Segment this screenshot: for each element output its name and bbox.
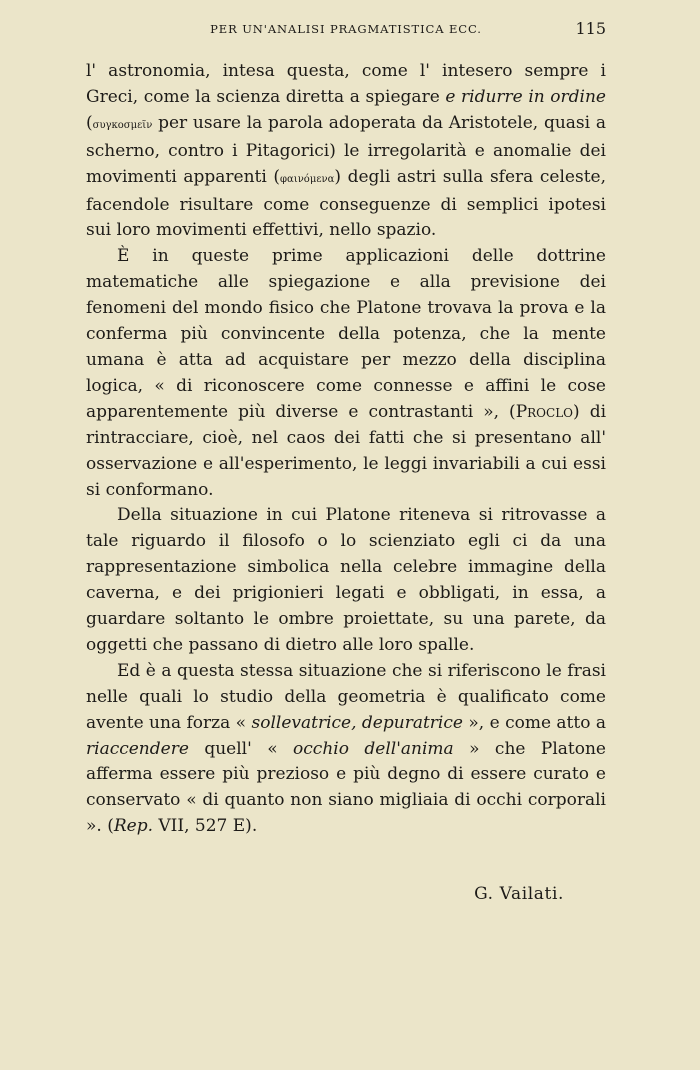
italic-phrase: occhio dell'anima (293, 738, 454, 759)
author-signature: G. Vailati. (474, 884, 564, 904)
running-header (86, 19, 606, 46)
text-segment: », e come atto a (462, 712, 607, 733)
greek-word: συγκοσμεῖν (92, 119, 153, 131)
paragraph-geometry (86, 659, 606, 840)
text-segment: È in queste prime applicazioni delle dottrine matematiche alle spiegazione e alla previsione dei fenomeni del mondo fisico che Platone trovava la prova e la conferma più convincente della potenza, che la mente umana è atta ad acquistare per mezzo della disciplina logica, « di riconoscere come connesse e affini le cose apparentemente più diverse e contrastanti », ( (86, 246, 606, 422)
italic-phrase: riaccendere (86, 738, 189, 759)
text-segment: per usare la parola adoperata da Aristotele, quasi a scherno, contro i Pitagorici) le irregolarità e anomalie dei movimenti apparenti ( (86, 112, 606, 187)
author-name: Proclo (515, 401, 574, 422)
paragraph-cave (86, 503, 606, 658)
text-segment: VII, 527 E). (153, 816, 258, 837)
paragraph-mathematics (86, 244, 606, 503)
page-number: 115 (575, 19, 606, 38)
text-segment: » che Platone afferma essere più prezioso e più degno di essere curato e conservato « di quanto non siano migliaia di occhi corporali ». ( (86, 738, 606, 837)
italic-phrase: e ridurre in ordine (445, 86, 606, 107)
text-segment: ( (86, 112, 93, 133)
text-segment: quell' « (188, 738, 294, 759)
running-title: PER UN'ANALISI PRAGMATISTICA ECC. (210, 22, 482, 36)
text-segment: ) degli astri sulla sfera celeste, facendole risultare come conseguenze di semplici ipotesi sui loro movimenti effettivi, nello spazio. (86, 166, 606, 241)
text-segment: Ed è a questa stessa situazione che si riferiscono le frasi nelle quali lo studio della geometria è qualificato come avente una forza « (86, 660, 606, 733)
italic-phrase: sollevatrice, depuratrice (251, 712, 463, 733)
text-segment: l' astronomia, intesa questa, come l' intesero sempre i Greci, come la scienza diretta a spiegare (86, 61, 606, 107)
text-segment: ) di rintracciare, cioè, nel caos dei fatti che si presentano all' osservazione e all'esperimento, le leggi invariabili a cui essi si conformano. (86, 401, 607, 500)
paragraph-astronomy (86, 59, 606, 244)
greek-word: φαινόμενα (280, 173, 335, 185)
body-text (86, 59, 606, 840)
text-segment: Della situazione in cui Platone riteneva si ritrovasse a tale riguardo il filosofo o lo scienziato egli ci da una rappresentazione simbolica nella celebre immagine della caverna, e dei prigionieri legati e obbligati, in essa, a guardare soltanto le ombre proiettate, su una parete, da oggetti che passano di dietro alle loro spalle. (86, 505, 606, 655)
citation-abbreviation: Rep. (113, 816, 153, 837)
